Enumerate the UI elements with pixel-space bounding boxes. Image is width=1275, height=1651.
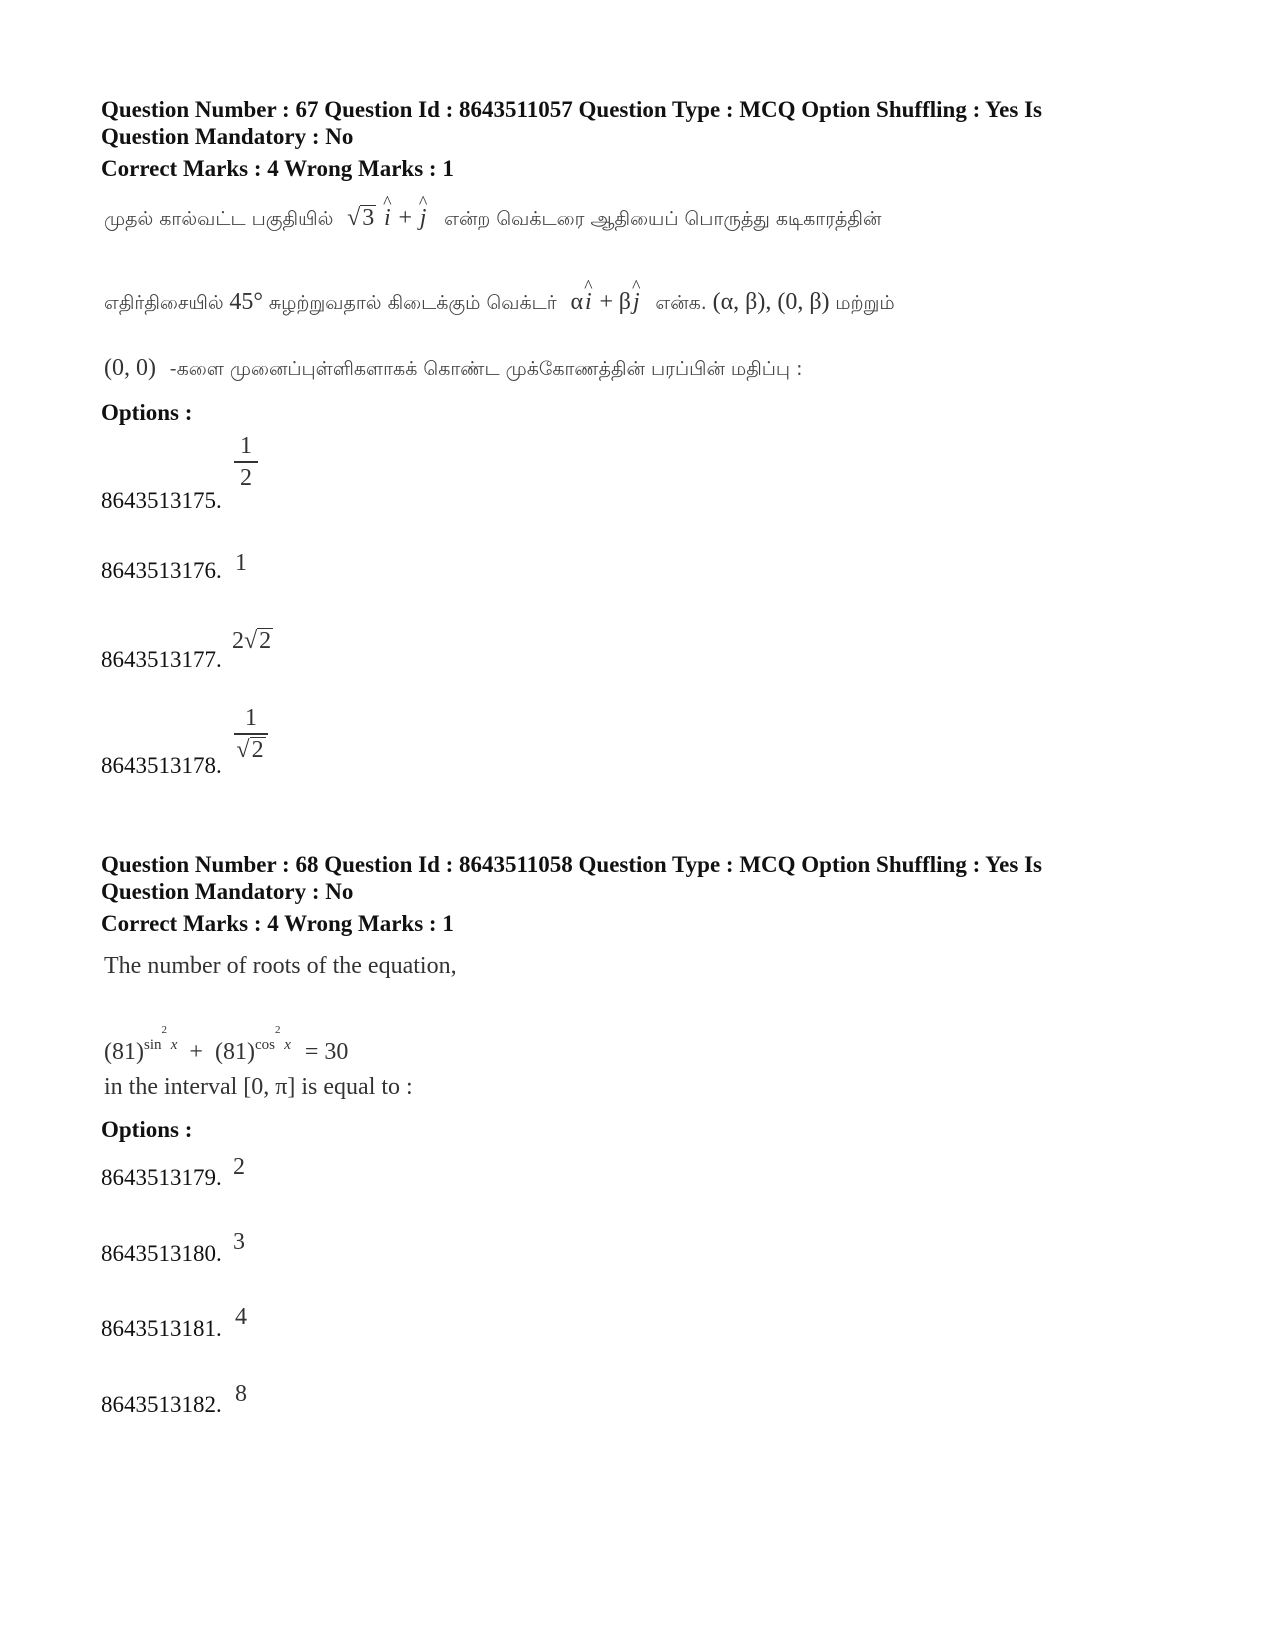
option-id[interactable]: 8643513180.	[101, 1241, 222, 1266]
option-value-fraction[interactable]: 1 2	[234, 433, 258, 491]
option-id[interactable]: 8643513181.	[101, 1316, 222, 1341]
question-67-text-line3: (0, 0) -களை முனைப்புள்ளிகளாகக் கொண்ட முக்கோணத்தின் பரப்பின் மதிப்பு :	[104, 355, 803, 381]
option-value[interactable]: 3	[233, 1229, 245, 1255]
question-68-options-label: Options :	[101, 1117, 193, 1142]
option-value[interactable]: 8	[235, 1381, 247, 1407]
option-value[interactable]: 4	[235, 1304, 247, 1330]
question-68-text-line3: in the interval [0, π] is equal to :	[104, 1074, 413, 1100]
option-value[interactable]: 1	[235, 550, 247, 576]
question-68-mandatory: Question Mandatory : No	[101, 879, 354, 904]
question-67-marks: Correct Marks : 4 Wrong Marks : 1	[101, 156, 454, 181]
option-id[interactable]: 8643513177.	[101, 647, 222, 672]
question-68-equation: $(81)^{sin^2 x} + (81)^{cos^2 x} = 30$	[104, 1024, 349, 1065]
option-value[interactable]: 2	[233, 1154, 245, 1180]
question-67-header: Question Number : 67 Question Id : 8643511057 Question Type : MCQ Option Shuffling : Yes Is	[101, 97, 1042, 122]
question-67-text-line1: முதல் கால்வட்ட பகுதியில் √3 ^ i + ^ j என்ற வெக்டரை ஆதியைப் பொருத்து கடிகாரத்தின்	[104, 192, 882, 231]
question-67-options-label: Options :	[101, 400, 193, 425]
option-id[interactable]: 8643513175.	[101, 488, 222, 513]
option-value-radical[interactable]: 2√2	[232, 628, 272, 654]
option-id[interactable]: 8643513179.	[101, 1165, 222, 1190]
question-68-header: Question Number : 68 Question Id : 8643511058 Question Type : MCQ Option Shuffling : Yes Is	[101, 852, 1042, 877]
question-67-text-line2: எதிர்திசையில் 45° சுழற்றுவதால் கிடைக்கும் வெக்டர் α ^ i + β ^ j என்க. (α, β), (0, β) மற்றும்	[104, 276, 895, 315]
option-id[interactable]: 8643513182.	[101, 1392, 222, 1417]
question-68-marks: Correct Marks : 4 Wrong Marks : 1	[101, 911, 454, 936]
question-67-mandatory: Question Mandatory : No	[101, 124, 354, 149]
option-id[interactable]: 8643513178.	[101, 753, 222, 778]
question-68-text-line1: The number of roots of the equation,	[104, 953, 457, 979]
option-id[interactable]: 8643513176.	[101, 558, 222, 583]
option-value-fraction[interactable]: 1 √2	[234, 705, 268, 763]
